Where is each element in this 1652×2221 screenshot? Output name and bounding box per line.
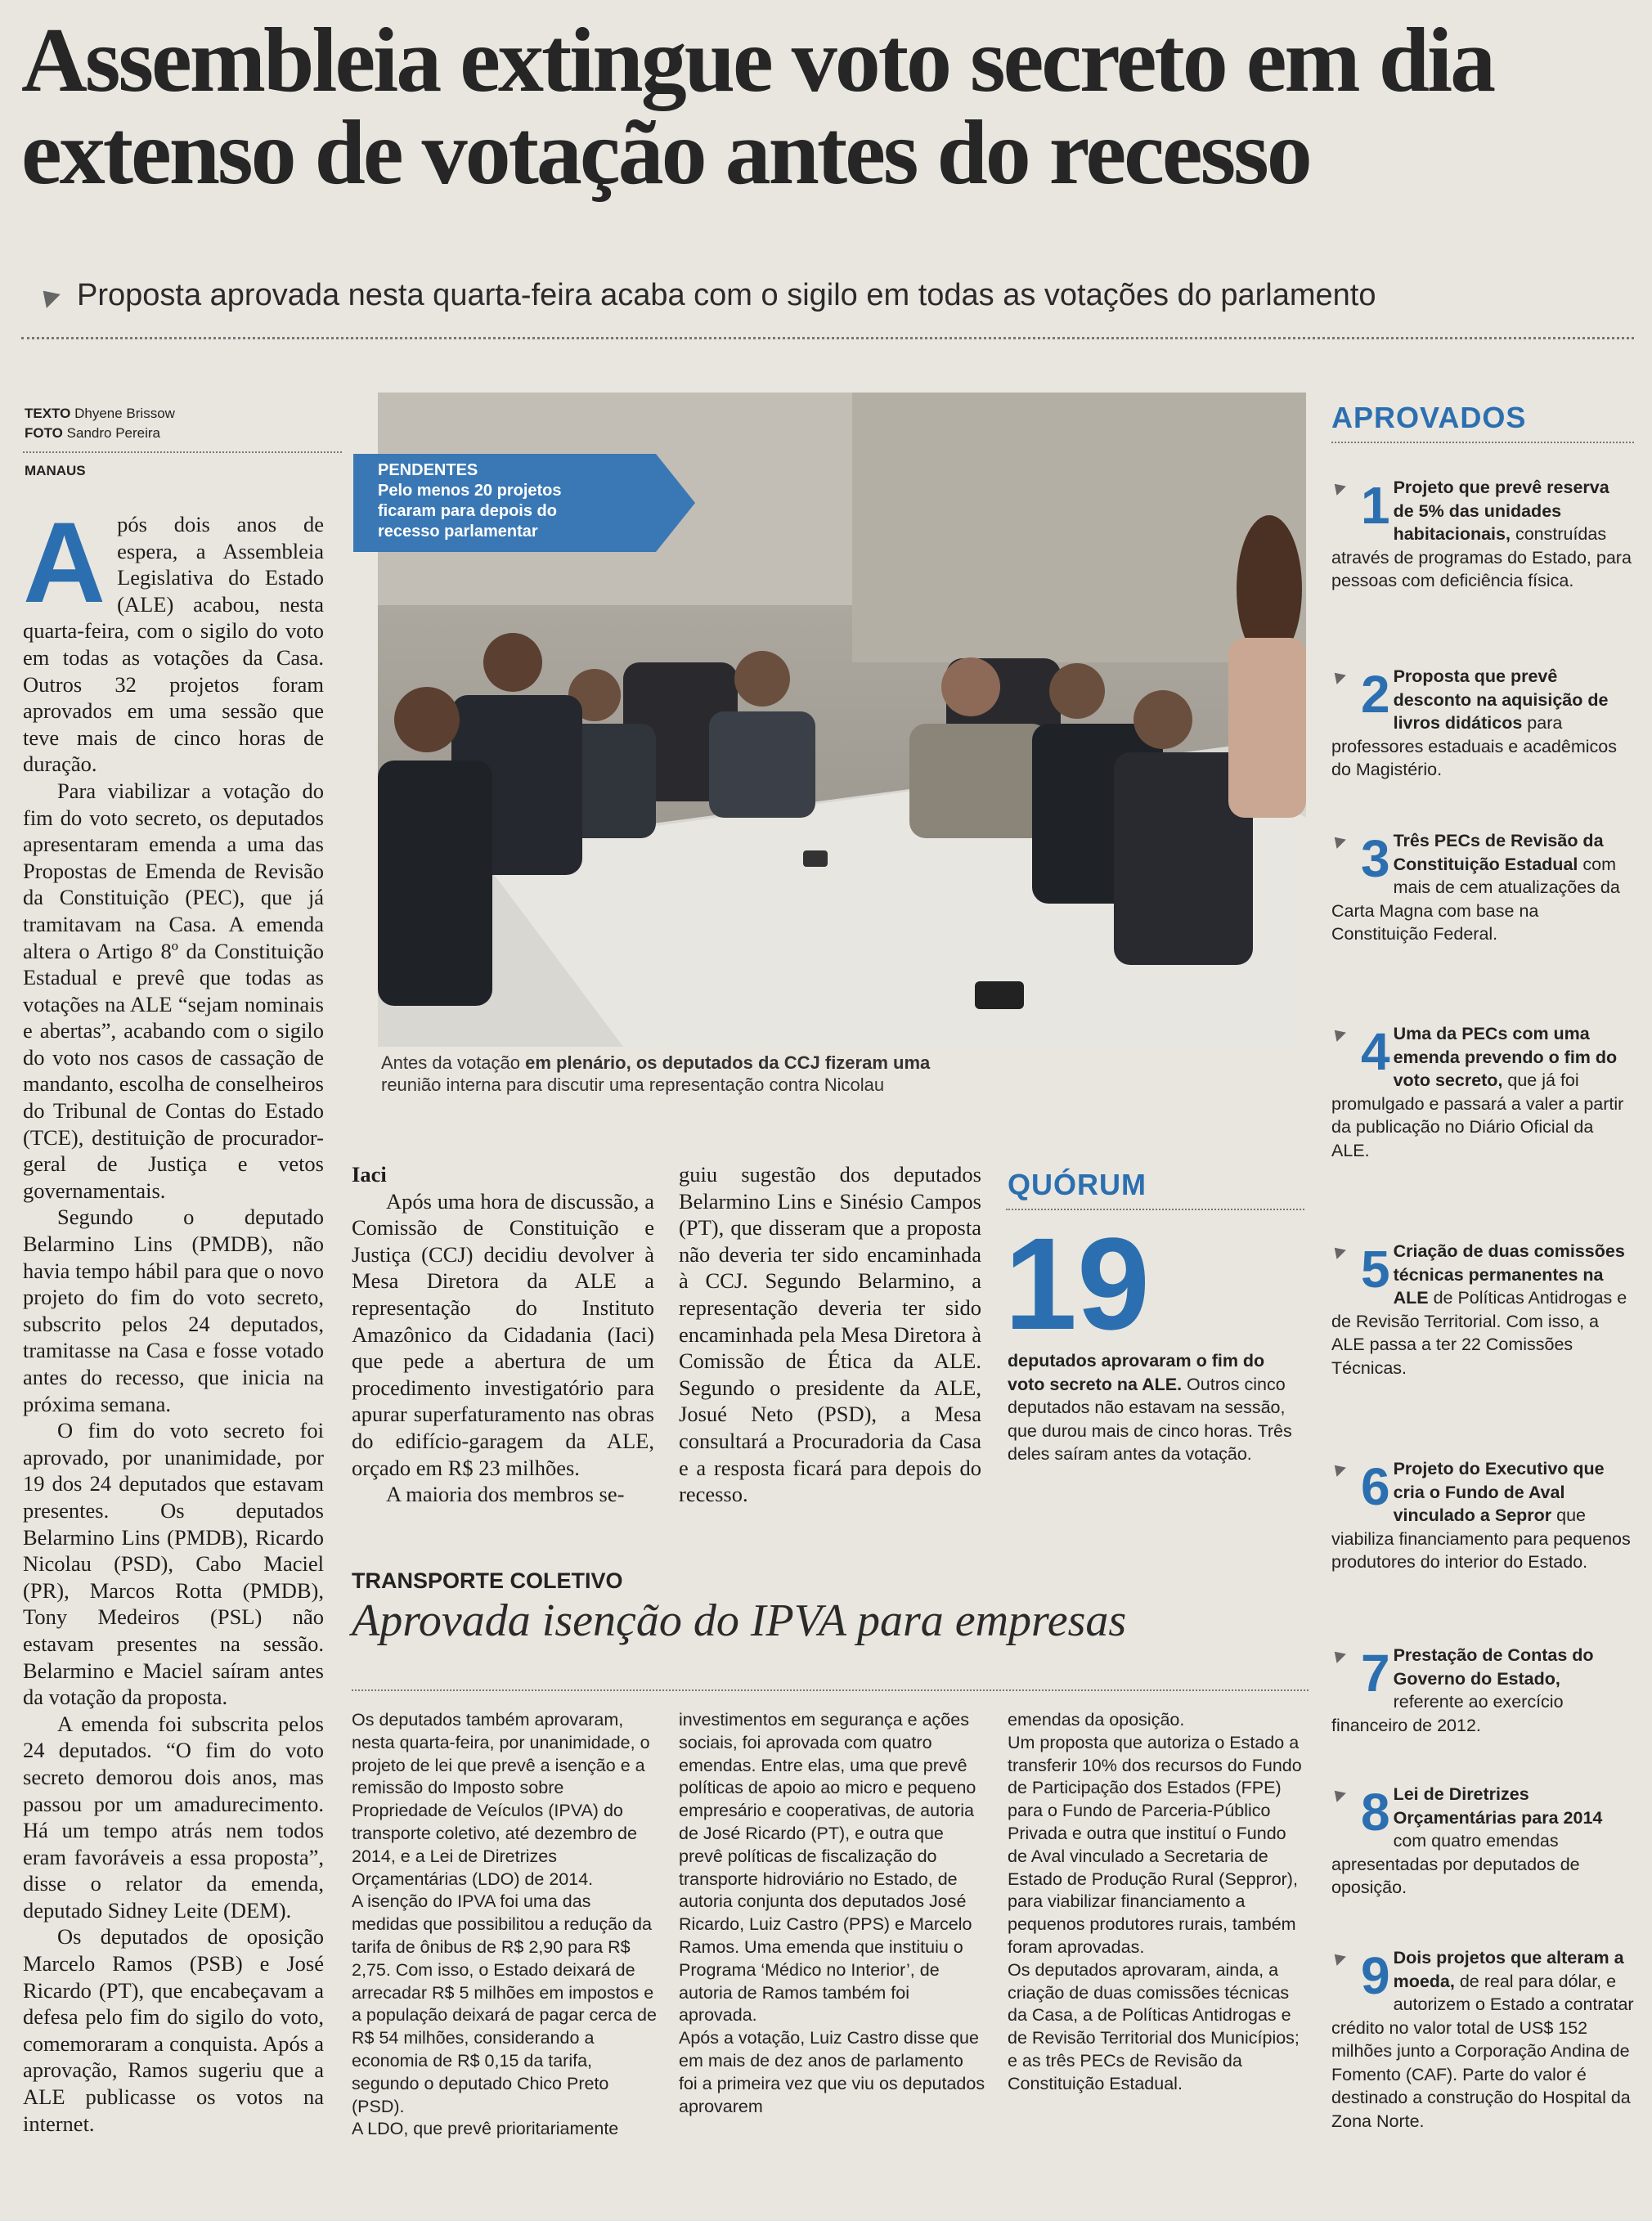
article-column-1 [23,498,324,2137]
transporte-column-3 [1008,1709,1310,2096]
aprovados-item: 2 Proposta que prevê desconto na aquisição de livros didáticos para professores estaduais e acadêmicos do Magistério. [1331,665,1617,779]
article-paragraph: Após a votação, Luiz Castro disse que em mais de dez anos de parlamento foi a primeira vez que viu os deputados aprovarem [679,2028,985,2116]
subhead-text: Proposta aprovada nesta quarta-feira acaba com o sigilo em todas as votações do parlamento [77,278,1376,312]
aprovados-item: 7 Prestação de Contas do Governo do Estado, referente ao exercício financeiro de 2012. [1331,1644,1594,1735]
article-paragraph: A emenda foi subscrita pelos 24 deputados. “O fim do voto secreto demorou dois anos, mas passou por um amadurecimento. Há um tempo atrás nem todos eram favoráveis a essa proposta”, disse o relator da emenda, deputado Sidney Leite (DEM). [23,1711,324,1923]
aprovados-title: APROVADOS [1331,401,1527,434]
headline: Assembleia extingue voto secreto em dia extenso de votação antes do recesso [21,10,1494,204]
triangle-bullet-icon [1330,1243,1346,1259]
triangle-bullet-icon [1330,1786,1346,1802]
article-paragraph: A maioria dos membros se- [386,1482,625,1507]
aprovados-item: 3 Três PECs de Revisão da Constituição Estadual com mais de cem atualizações da Carta Magna com base na Constituição Federal. [1331,829,1620,944]
divider [352,1689,1309,1691]
article-paragraph: Após dois anos de espera, a Assembleia Legislativa do Estado (ALE) acabou, nesta quarta-feira, com o sigilo do voto em todas as votações da Casa. Outros 32 projetos foram aprovados em uma sessão que teve mais de cinco horas de duração. [23,498,324,777]
article-paragraph: Para viabilizar a votação do fim do voto secreto, os deputados apresentaram emenda a uma das Propostas de Emenda de Revisão da Constituição (PEC), que já tramitavam na Casa. A emenda altera o Artigo 8º da Constituição Estadual e prevê que todas as votações na ALE “sejam nominais e abertas”, acabando com o sigilo do voto nos casos de cassação de mandanto, escolha de conselheiros do Tribunal de Contas do Estado (TCE), destituição de procurador-geral de Justiça e vetos governamentais. [23,778,324,1203]
section-heading: Iaci [352,1162,387,1187]
triangle-bullet-icon [1330,668,1346,684]
pendentes-text: Pelo menos 20 projetos ficaram para depois do recesso parlamentar [378,482,562,541]
triangle-bullet-icon [1330,1647,1346,1663]
article-column-3 [679,1161,981,1508]
subhead [41,278,1627,313]
article-paragraph: guiu sugestão dos deputados Belarmino Lins e Sinésio Campos (PT), que disseram que a proposta não deveria ter sido encaminhada à CCJ. Segundo Belarmino, a representação deveria ter sido encaminhada pela Mesa Diretora à Comissão de Ética da ALE. Segundo o presidente da ALE, Josué Neto (PSD), a Mesa consultará a Procuradoria da Casa e a resposta ficará para depois do recesso. [679,1162,981,1507]
triangle-bullet-icon [1330,1460,1346,1477]
transporte-column-1 [352,1709,658,2141]
article-paragraph: Os deputados também aprovaram, nesta quarta-feira, por unanimidade, o projeto de lei que prevê a isenção e a remissão do Imposto sobre Propriedade de Veículos (IPVA) do transporte coletivo, até dezembro de 2014, e a Lei de Diretrizes Orçamentárias (LDO) de 2014. [352,1710,650,1889]
aprovados-item: 9 Dois projetos que alteram a moeda, de real para dólar, e autorizem o Estado a contratar crédito no valor total de US$ 152 milhões junto a Corporação Andina de Fomento (CAF). Parte do valor é destinado a construção do Hospital da Zona Norte. [1331,1946,1634,2131]
triangle-bullet-icon [1330,479,1346,496]
pendentes-callout [353,454,656,552]
quorum-title: QUÓRUM [1008,1168,1147,1201]
drop-cap: A [23,498,106,626]
triangle-bullet-icon [1330,1025,1346,1042]
section-title: Aprovada isenção do IPVA para empresas [352,1595,1127,1646]
divider [1331,442,1634,443]
article-paragraph: Os deputados de oposição Marcelo Ramos (PSB) e José Ricardo (PT), que encabeçavam a defesa pelo fim do sigilo do voto, comemoraram a conquista. Após a aprovação, Ramos sugeriu que a ALE publicasse os votos na internet. [23,1924,324,2136]
article-paragraph: investimentos em segurança e ações sociais, foi aprovada com quatro emendas. Entre elas, uma que prevê políticas de apoio ao micro e pequeno empresário e cooperativas, de autoria de José Ricardo (PT), e outra que prevê políticas de fiscalização do transporte hidroviário no Estado, de autoria conjunta dos deputados José Ricardo, Luiz Castro (PPS) e Marcelo Ramos. Uma emenda que instituiu o Programa ‘Médico no Interior’, de autoria de Ramos também foi aprovada. [679,1710,976,2026]
pendentes-label: PENDENTES [378,461,478,479]
article-paragraph: A isenção do IPVA foi uma das medidas que possibilitou a redução da tarifa de ônibus de R$ 2,90 para R$ 2,75. Com isso, o Estado deixará de arrecadar R$ 5 milhões em impostos e a população deixará de pagar cerca de R$ 54 milhões, considerando a economia de R$ 0,15 da tarifa, segundo o deputado Chico Preto (PSD). [352,1891,657,2116]
transporte-column-2 [679,1709,985,2118]
aprovados-item: 4 Uma da PECs com uma emenda prevendo o fim do voto secreto, que já foi promulgado e passará a valer a partir da publicação no Diário Oficial da ALE. [1331,1022,1624,1160]
article-paragraph: Após uma hora de discussão, a Comissão de Constituição e Justiça (CCJ) decidiu devolver à Mesa Diretora da ALE a representação do Instituto Amazônico da Cidadania (Iaci) que pede a abertura de um procedimento investigatório para apurar superfaturamento nas obras do edifício-garagem da ALE, orçado em R$ 23 milhões. [352,1188,654,1480]
aprovados-item: 5 Criação de duas comissões técnicas permanentes na ALE de Políticas Antidrogas e de Revisão Territorial. Com isso, a ALE passa a ter 22 Comissões Técnicas. [1331,1240,1627,1378]
aprovados-item: 1 Projeto que prevê reserva de 5% das unidades habitacionais, construídas através de programas do Estado, para pessoas com deficiência física. [1331,476,1632,590]
article-paragraph: A LDO, que prevê prioritariamente [352,2119,619,2139]
section-label: TRANSPORTE COLETIVO [352,1568,623,1593]
article-paragraph: O fim do voto secreto foi aprovado, por unanimidade, por 19 dos 24 deputados que estavam presentes. Os deputados Belarmino Lins (PMDB), Ricardo Nicolau (PSD), Cabo Maciel (PR), Marcos Rotta (PMDB), Tony Medeiros (PSL) não estavam presentes na sessão. Belarmino e Maciel saíram antes da votação da proposta. [23,1418,324,1710]
article-column-2 [352,1161,654,1508]
photo-caption: Antes da votação em plenário, os deputados da CCJ fizeram uma reunião interna para discutir uma representação contra Nicolau [381,1052,931,1095]
triangle-bullet-icon [1330,832,1346,849]
divider [21,337,1634,339]
divider [23,451,342,453]
byline: TEXTO Dhyene Brissow FOTO Sandro Pereira [25,406,175,441]
triangle-bullet-icon [36,284,61,308]
article-paragraph: Segundo o deputado Belarmino Lins (PMDB), não havia tempo hábil para que o novo projeto do fim do voto secreto, subscrito pelos 24 deputados, tramitasse na Casa e fosse votado antes do recesso, que inicia na próxima semana. [23,1205,324,1416]
triangle-bullet-icon [1330,1950,1346,1966]
article-paragraph: Os deputados aprovaram, ainda, a criação de duas comissões técnicas da Casa, a de Políticas Antidrogas e de Revisão Territorial dos Municípios; e as três PECs de Revisão da Constituição Estadual. [1008,1959,1300,2093]
article-paragraph: emendas da oposição. [1008,1710,1185,1730]
article-paragraph: Um proposta que autoriza o Estado a transferir 10% dos recursos do Fundo de Participação dos Estados (FPE) para o Fundo de Parceria-Público Privada e outra que instituí o Fundo de Aval vinculado a Secretaria de Estado de Produção Rural (Seppror), para viabilizar financiamento a pequenos produtores rurais, também foram aprovadas. [1008,1732,1302,1957]
aprovados-item: 6 Projeto do Executivo que cria o Fundo de Aval vinculado a Sepror que viabiliza financiamento para pequenos produtores do interior do Estado. [1331,1457,1631,1572]
quorum-text: deputados aprovaram o fim do voto secreto na ALE. Outros cinco deputados não estavam na sessão, que durou mais de cinco horas. Três deles saíram antes da votação. [1008,1351,1292,1464]
aprovados-item: 8 Lei de Diretrizes Orçamentárias para 2014 com quatro emendas apresentadas por deputados de oposição. [1331,1783,1603,1897]
dateline: MANAUS [25,463,86,478]
quorum-number: 19 [1004,1210,1150,1357]
